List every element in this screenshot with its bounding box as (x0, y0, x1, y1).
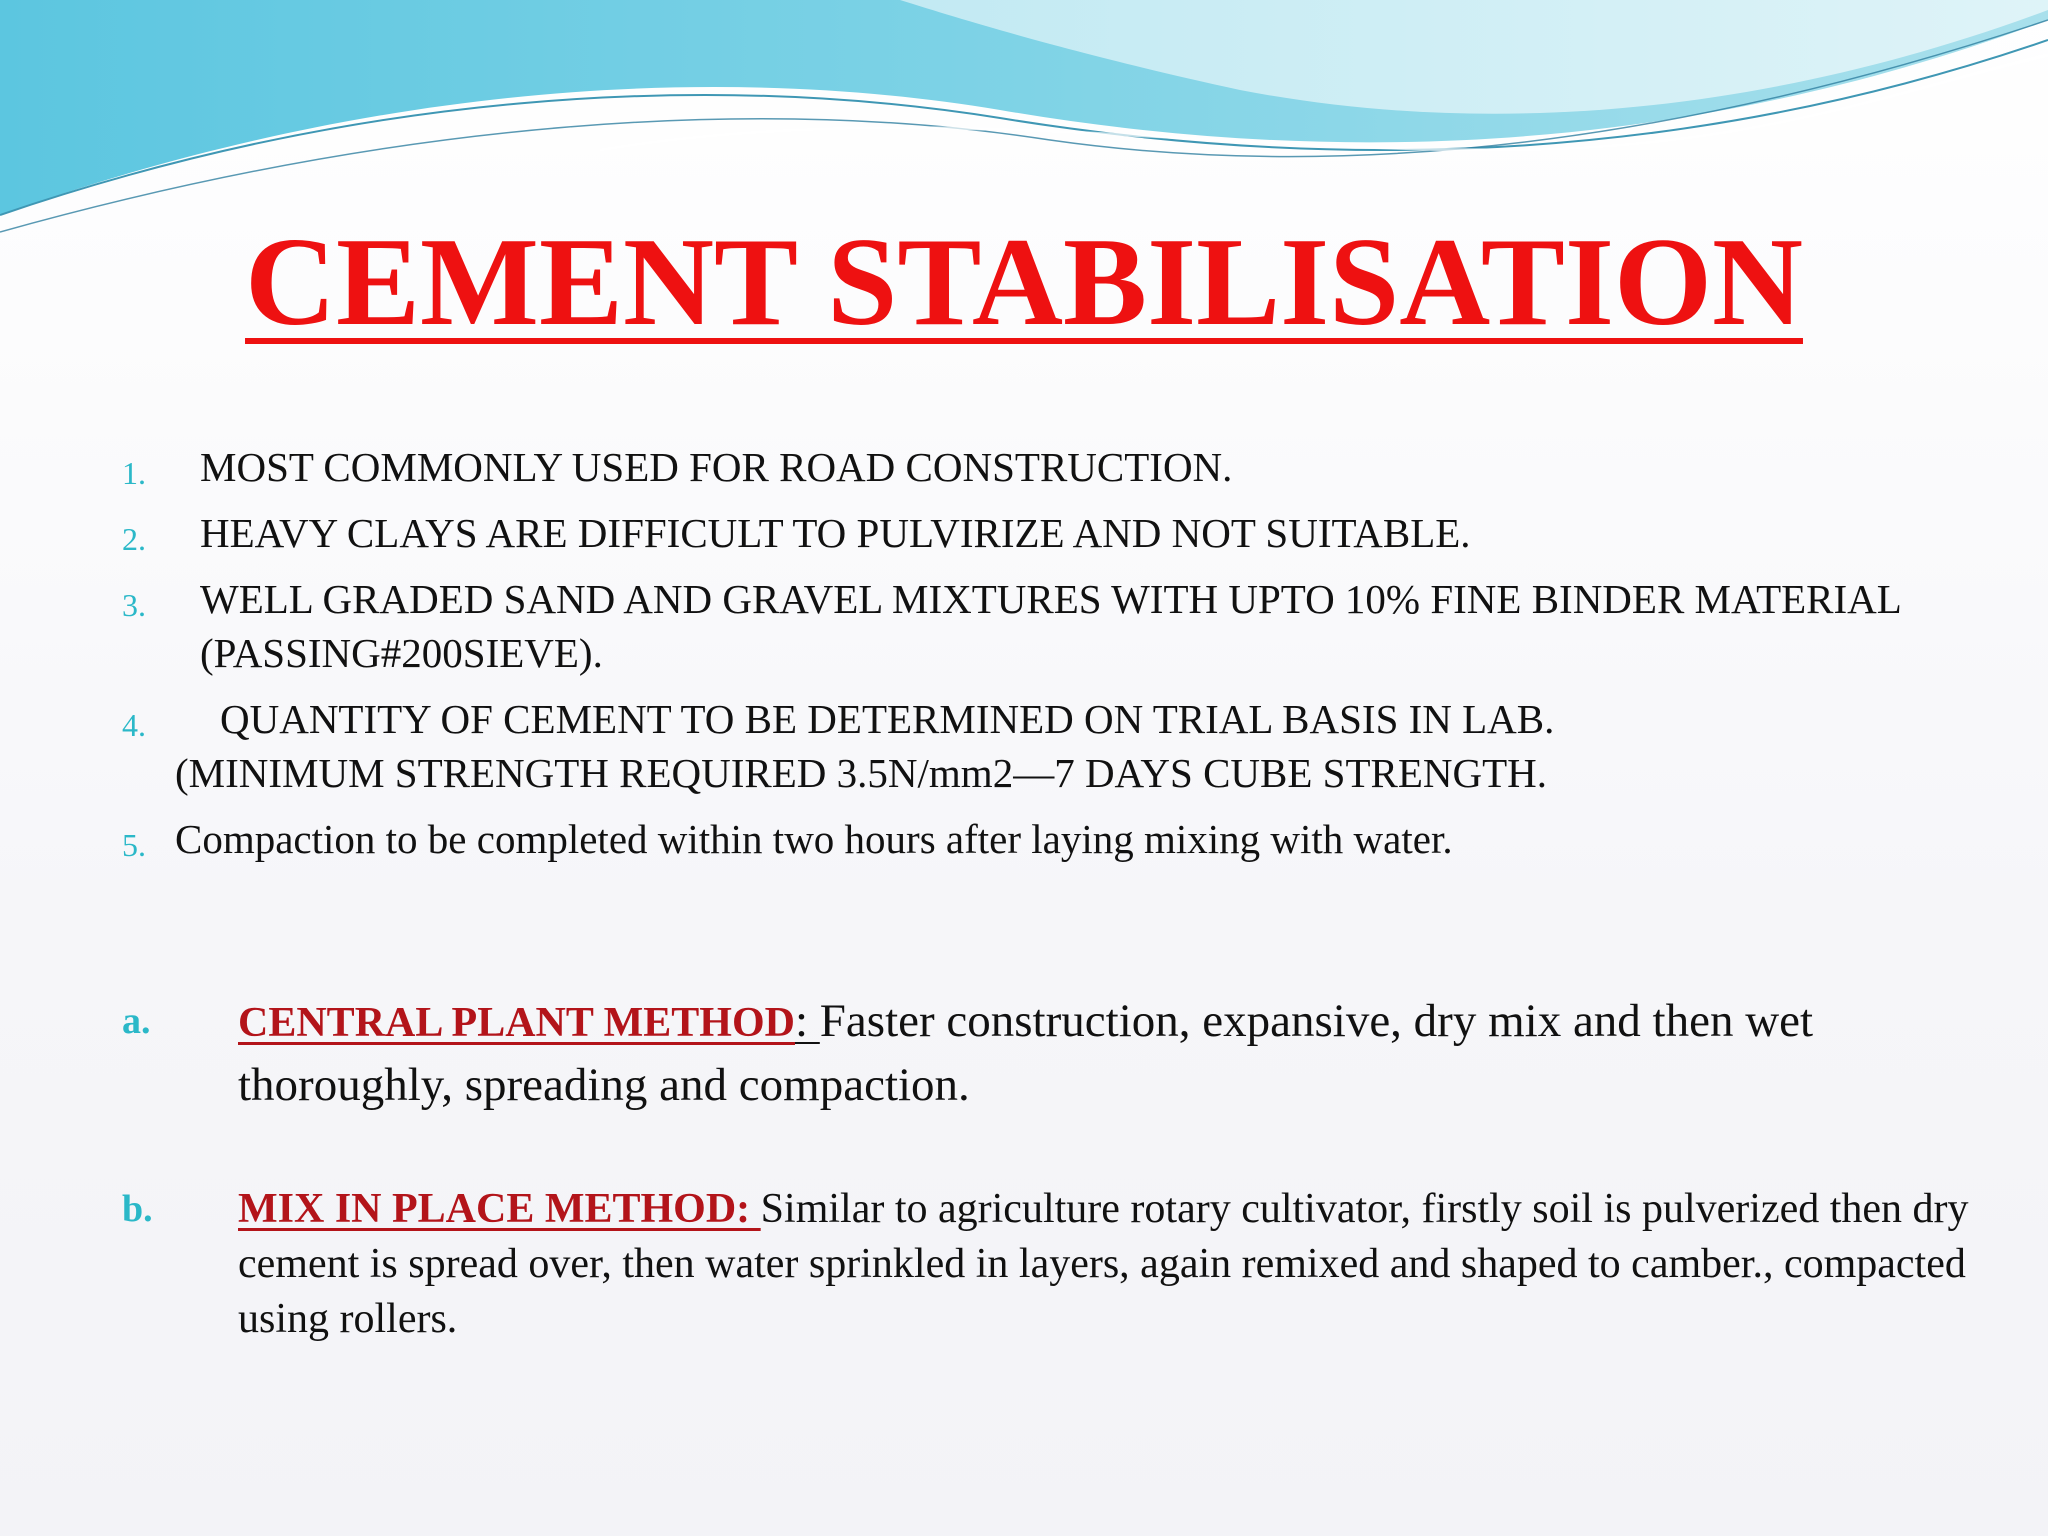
list-item (120, 506, 1970, 560)
method-item-mix-in-place (120, 1182, 1980, 1347)
method-heading: CENTRAL PLANT METHOD (238, 1000, 795, 1046)
list-item-text: MOST COMMONLY USED FOR ROAD CONSTRUCTION. (200, 444, 1233, 490)
decorative-wave-header (0, 0, 2048, 240)
list-marker: 5. (122, 827, 146, 863)
list-marker: 1. (122, 455, 146, 491)
list-item (120, 572, 1970, 680)
method-separator: : (794, 995, 820, 1047)
list-item (120, 692, 1970, 800)
list-item (120, 812, 1970, 866)
list-item (120, 440, 1970, 494)
method-description: Similar to agriculture rotary cultivator, firstly soil is pulverized then dry cement is spread over, then water sprinkled in layers, again remixed and shaped to camber., compacted using rollers. (238, 1186, 1969, 1342)
method-description: Faster construction, expansive, dry mix and then wet thoroughly, spreading and compaction. (238, 995, 1814, 1111)
method-marker: b. (122, 1188, 153, 1230)
list-item-text: WELL GRADED SAND AND GRAVEL MIXTURES WITH UPTO 10% FINE BINDER MATERIAL (PASSING#200SIEVE). (200, 576, 1901, 676)
list-marker: 3. (122, 587, 146, 623)
list-item-text: Compaction to be completed within two hours after laying mixing with water. (175, 816, 1453, 862)
method-item-central-plant (120, 990, 1980, 1116)
list-marker: 2. (122, 521, 146, 557)
method-marker: a. (122, 1000, 151, 1042)
list-item-text-continued: (MINIMUM STRENGTH REQUIRED 3.5N/mm2—7 DAYS CUBE STRENGTH. (175, 750, 1548, 796)
slide-title-text: CEMENT STABILISATION (245, 213, 1803, 352)
numbered-point-list (120, 440, 1970, 878)
list-item-text: HEAVY CLAYS ARE DIFFICULT TO PULVIRIZE AND NOT SUITABLE. (200, 510, 1471, 556)
list-item-text: QUANTITY OF CEMENT TO BE DETERMINED ON TRIAL BASIS IN LAB. (220, 696, 1555, 742)
method-heading: MIX IN PLACE METHOD: (238, 1186, 761, 1232)
slide-title (0, 208, 2048, 358)
method-list (120, 990, 1980, 1347)
list-marker: 4. (122, 707, 146, 743)
